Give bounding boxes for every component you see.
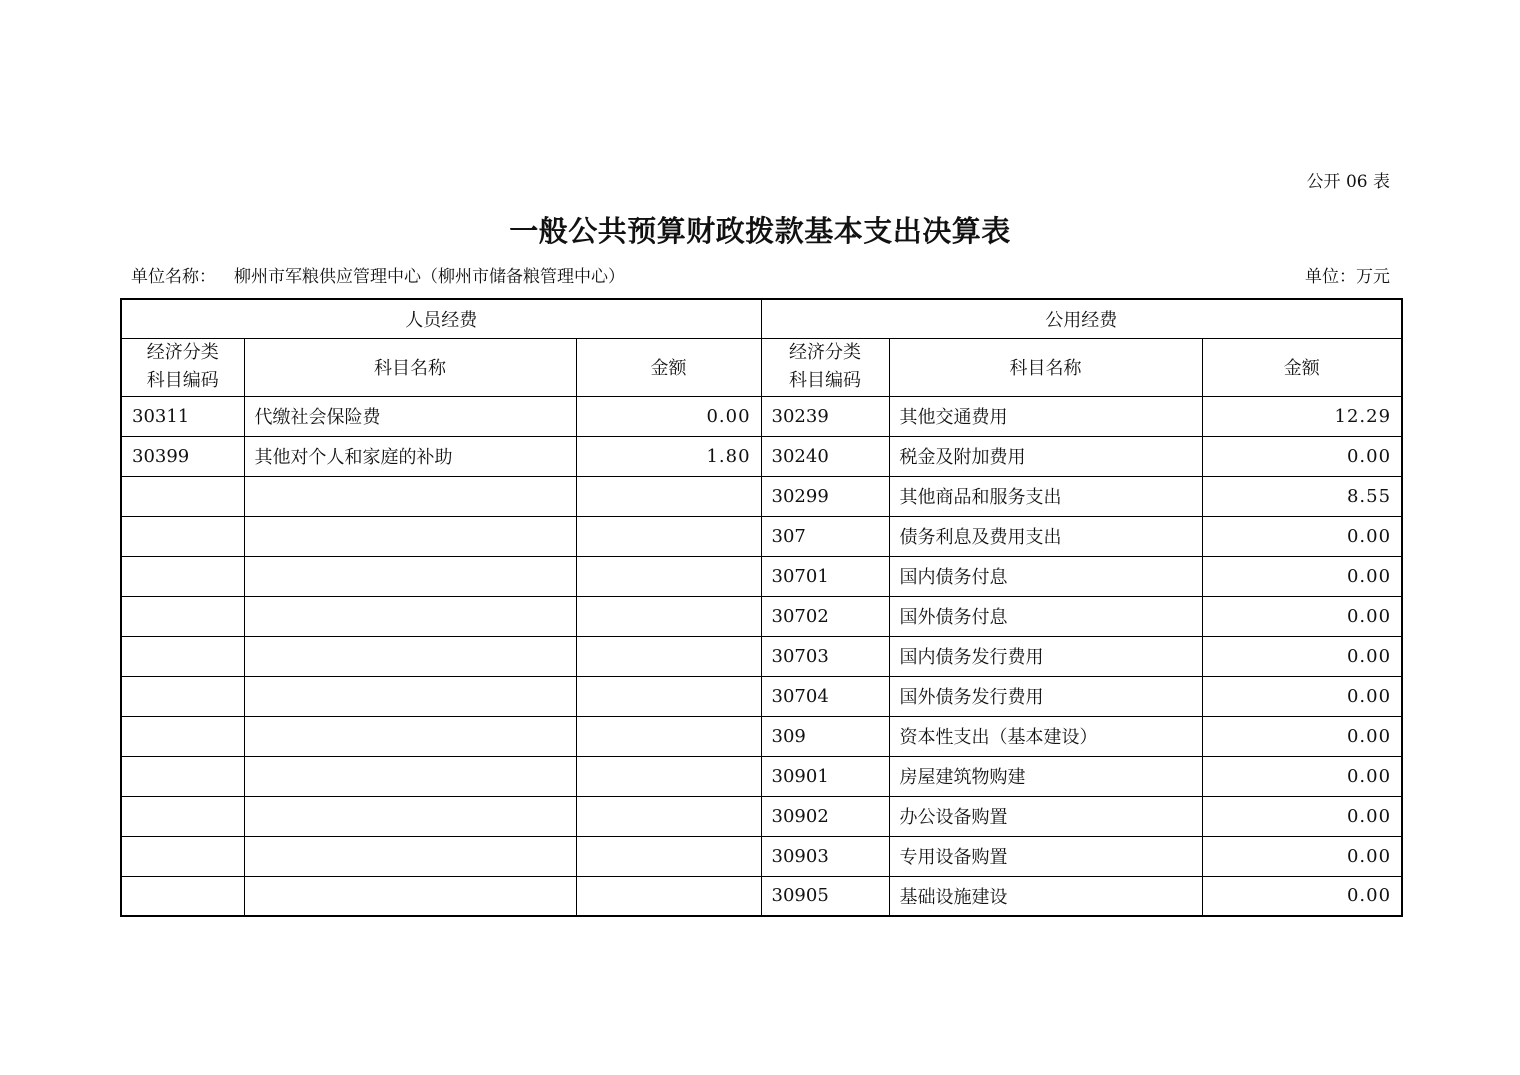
personnel-code-cell: [121, 476, 244, 516]
personnel-amount-cell: [576, 596, 761, 636]
budget-table: [120, 298, 1403, 917]
personnel-code-cell: 30399: [121, 436, 244, 476]
table-row: [121, 636, 1402, 676]
unit-name: 柳州市军粮供应管理中心（柳州市储备粮管理中心）: [234, 267, 625, 287]
personnel-code-cell: [121, 556, 244, 596]
public-name-cell: 资本性支出（基本建设）: [889, 716, 1202, 756]
table-row: [121, 476, 1402, 516]
personnel-name-cell: [244, 716, 576, 756]
public-amount-cell: 0.00: [1202, 596, 1402, 636]
public-name-cell: 基础设施建设: [889, 876, 1202, 916]
personnel-amount-cell: [576, 836, 761, 876]
public-name-cell: 专用设备购置: [889, 836, 1202, 876]
personnel-name-header: 科目名称: [244, 338, 576, 396]
public-code-cell: 30299: [761, 476, 889, 516]
unit-name-label: 单位名称：: [131, 267, 216, 287]
personnel-code-header: [121, 338, 244, 396]
personnel-name-cell: [244, 836, 576, 876]
group-header-row: [121, 299, 1402, 338]
personnel-name-cell: [244, 676, 576, 716]
public-code-cell: 30240: [761, 436, 889, 476]
public-code-cell: 30905: [761, 876, 889, 916]
personnel-amount-cell: [576, 556, 761, 596]
code-header-line1: 经济分类: [146, 342, 219, 363]
public-code-cell: 30903: [761, 836, 889, 876]
public-amount-cell: 0.00: [1202, 516, 1402, 556]
personnel-code-cell: [121, 756, 244, 796]
table-body: [121, 396, 1402, 916]
personnel-amount-cell: 0.00: [576, 396, 761, 436]
personnel-amount-cell: [576, 516, 761, 556]
public-code-cell: 30703: [761, 636, 889, 676]
public-code-cell: 30239: [761, 396, 889, 436]
personnel-name-cell: [244, 596, 576, 636]
personnel-code-cell: [121, 716, 244, 756]
public-code-cell: 30902: [761, 796, 889, 836]
code-header-line1: 经济分类: [789, 342, 862, 363]
personnel-amount-cell: [576, 756, 761, 796]
table-row: [121, 676, 1402, 716]
personnel-name-cell: [244, 556, 576, 596]
personnel-name-cell: [244, 756, 576, 796]
public-code-cell: 30901: [761, 756, 889, 796]
public-amount-cell: 0.00: [1202, 636, 1402, 676]
personnel-code-cell: [121, 876, 244, 916]
column-header-row: [121, 338, 1402, 396]
personnel-code-cell: [121, 636, 244, 676]
table-row: [121, 716, 1402, 756]
table-row: [121, 516, 1402, 556]
personnel-amount-cell: [576, 636, 761, 676]
personnel-code-cell: [121, 596, 244, 636]
personnel-code-cell: [121, 836, 244, 876]
currency-unit: 单位：万元: [1305, 267, 1390, 287]
personnel-amount-header: 金额: [576, 338, 761, 396]
document-title: 一般公共预算财政拨款基本支出决算表: [509, 214, 1011, 248]
public-amount-cell: 0.00: [1202, 876, 1402, 916]
code-header-line2: 科目编码: [146, 370, 219, 391]
public-group-header: 公用经费: [761, 299, 1402, 338]
public-amount-cell: 0.00: [1202, 796, 1402, 836]
personnel-code-cell: [121, 796, 244, 836]
public-amount-cell: 8.55: [1202, 476, 1402, 516]
personnel-name-cell: [244, 516, 576, 556]
personnel-name-cell: [244, 476, 576, 516]
personnel-name-cell: [244, 636, 576, 676]
form-code: 公开 06 表: [1306, 172, 1390, 192]
personnel-amount-cell: [576, 716, 761, 756]
code-header-line2: 科目编码: [789, 370, 862, 391]
public-amount-cell: 12.29: [1202, 396, 1402, 436]
public-amount-cell: 0.00: [1202, 716, 1402, 756]
table-row: [121, 556, 1402, 596]
public-code-cell: 30702: [761, 596, 889, 636]
personnel-code-cell: [121, 676, 244, 716]
public-name-cell: 国外债务发行费用: [889, 676, 1202, 716]
public-code-cell: 309: [761, 716, 889, 756]
table-row: [121, 836, 1402, 876]
public-name-cell: 税金及附加费用: [889, 436, 1202, 476]
public-code-cell: 30701: [761, 556, 889, 596]
personnel-amount-cell: [576, 796, 761, 836]
table-row: [121, 876, 1402, 916]
public-amount-cell: 0.00: [1202, 436, 1402, 476]
public-name-cell: 其他交通费用: [889, 396, 1202, 436]
public-amount-cell: 0.00: [1202, 756, 1402, 796]
personnel-code-cell: 30311: [121, 396, 244, 436]
public-name-cell: 房屋建筑物购建: [889, 756, 1202, 796]
public-name-cell: 国外债务付息: [889, 596, 1202, 636]
public-amount-header: 金额: [1202, 338, 1402, 396]
public-name-cell: 国内债务发行费用: [889, 636, 1202, 676]
public-name-cell: 债务利息及费用支出: [889, 516, 1202, 556]
personnel-name-cell: [244, 876, 576, 916]
public-amount-cell: 0.00: [1202, 676, 1402, 716]
table-row: [121, 756, 1402, 796]
personnel-amount-cell: [576, 876, 761, 916]
public-name-header: 科目名称: [889, 338, 1202, 396]
personnel-amount-cell: 1.80: [576, 436, 761, 476]
personnel-amount-cell: [576, 676, 761, 716]
public-name-cell: 国内债务付息: [889, 556, 1202, 596]
personnel-group-header: 人员经费: [121, 299, 761, 338]
personnel-name-cell: 代缴社会保险费: [244, 396, 576, 436]
unit-name-row: [131, 266, 625, 288]
public-code-cell: 30704: [761, 676, 889, 716]
personnel-name-cell: [244, 796, 576, 836]
table-row: [121, 436, 1402, 476]
public-name-cell: 其他商品和服务支出: [889, 476, 1202, 516]
personnel-name-cell: 其他对个人和家庭的补助: [244, 436, 576, 476]
public-amount-cell: 0.00: [1202, 836, 1402, 876]
public-code-header: [761, 338, 889, 396]
table-row: [121, 596, 1402, 636]
table-row: [121, 396, 1402, 436]
public-code-cell: 307: [761, 516, 889, 556]
public-amount-cell: 0.00: [1202, 556, 1402, 596]
personnel-amount-cell: [576, 476, 761, 516]
personnel-code-cell: [121, 516, 244, 556]
public-name-cell: 办公设备购置: [889, 796, 1202, 836]
table-row: [121, 796, 1402, 836]
